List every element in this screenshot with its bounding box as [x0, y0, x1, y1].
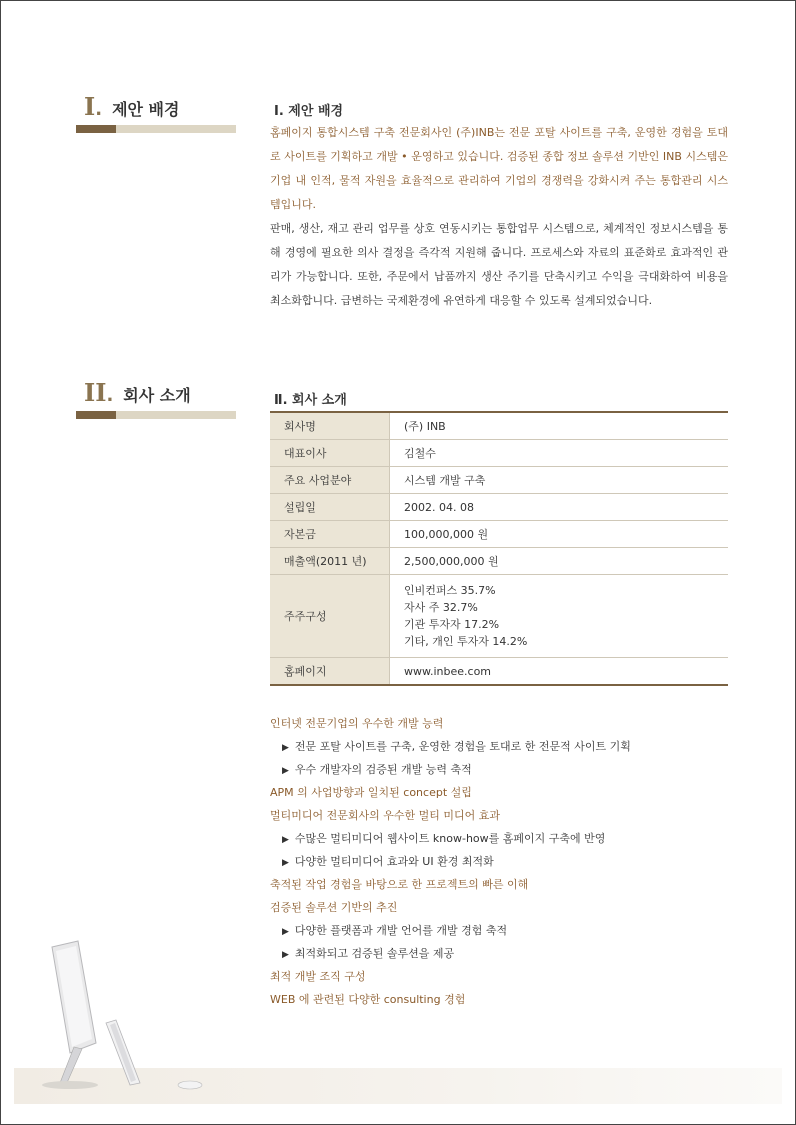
- row-label: 대표이사: [270, 440, 390, 467]
- row-label: 매출액(2011 년): [270, 548, 390, 575]
- section1-paragraph-2: 판매, 생산, 재고 관리 업무를 상호 연동시키는 통합업무 시스템으로, 체계적인 정보시스템을 통해 경영에 필요한 의사 결정을 즉각적 지원해 줍니다. 프로세스와 자료의 표준화로 효과적인 관리가 가능합니다. 또한, 주문에서 납품까지 생산 주기를 단축시키고 수익을 극대화하여 비용을 최소화합니다. 급변하는 국제환경에 유연하게 대응할 수 있도록 설계되었습니다.: [270, 222, 728, 307]
- list-subitem-text: 다양한 멀티미디어 효과와 UI 환경 최적화: [294, 855, 494, 868]
- row-value: (주) INB: [390, 412, 729, 440]
- row-value: 김철수: [390, 440, 729, 467]
- row-value: 100,000,000 원: [390, 521, 729, 548]
- triangle-right-icon: ▶: [282, 835, 289, 845]
- triangle-right-icon: ▶: [282, 927, 289, 937]
- row-value: 2,500,000,000 원: [390, 548, 729, 575]
- homepage-link[interactable]: www.inbee.com: [390, 658, 729, 686]
- section1-heading: Ⅰ. 제안 배경: [274, 104, 344, 119]
- list-subitem: [270, 942, 740, 965]
- section1-sidebar-title: [84, 92, 179, 121]
- list-subitem-text: 전문 포탈 사이트를 구축, 운영한 경험을 토대로 한 전문적 사이트 기획: [294, 740, 631, 753]
- row-label: 주주구성: [270, 575, 390, 658]
- table-row: [270, 467, 728, 494]
- list-subitem: [270, 735, 740, 758]
- list-subitem-text: 최적화되고 검증된 솔루션을 제공: [294, 947, 455, 960]
- list-subitem-text: 우수 개발자의 검증된 개발 능력 축적: [294, 763, 472, 776]
- section2-numeral: II: [84, 378, 107, 407]
- shareholder-line: 기관 투자자 17.2%: [404, 618, 500, 631]
- list-subitem-text: 수많은 멀티미디어 웹사이트 know-how를 홈페이지 구축에 반영: [294, 832, 606, 845]
- section1-title: 제안 배경: [112, 100, 180, 119]
- section1-divider: [76, 125, 236, 133]
- triangle-right-icon: ▶: [282, 743, 289, 753]
- table-row: [270, 440, 728, 467]
- triangle-right-icon: ▶: [282, 766, 289, 776]
- list-item: WEB 에 관련된 다양한 consulting 경험: [270, 993, 466, 1006]
- row-label: 회사명: [270, 412, 390, 440]
- list-item: 검증된 솔루션 기반의 추진: [270, 901, 398, 914]
- list-subitem: [270, 827, 740, 850]
- section1-numeral: I: [84, 92, 96, 121]
- table-row: [270, 658, 728, 686]
- section1-paragraph-1: 홈페이지 통합시스템 구축 전문회사인 (주)INB는 전문 포탈 사이트를 구축, 운영한 경험을 토대로 사이트를 기획하고 개발 • 운영하고 있습니다. 검증된 종합 정보 솔루션 기반인 INB 시스템은 기업 내 인적, 물적 자원을 효율적으로 관리하여 기업의 경쟁력을 강화시켜 주는 통합관리 시스템입니다.: [270, 126, 728, 211]
- table-row: [270, 548, 728, 575]
- shareholder-line: 인비컨퍼스 35.7%: [404, 584, 496, 597]
- triangle-right-icon: ▶: [282, 950, 289, 960]
- shareholder-values: [390, 575, 729, 658]
- row-label: 홈페이지: [270, 658, 390, 686]
- list-item: 축적된 작업 경험을 바탕으로 한 프로젝트의 빠른 이해: [270, 878, 529, 891]
- table-row: [270, 494, 728, 521]
- shareholder-line: 기타, 개인 투자자 14.2%: [404, 635, 528, 648]
- section2-sidebar-title: [84, 378, 191, 407]
- section1-dot: .: [95, 99, 103, 120]
- list-item: 최적 개발 조직 구성: [270, 970, 366, 983]
- section2-dot: .: [106, 385, 114, 406]
- section2-title: 회사 소개: [123, 386, 191, 405]
- row-label: 주요 사업분야: [270, 467, 390, 494]
- triangle-right-icon: ▶: [282, 858, 289, 868]
- strengths-list: [270, 712, 740, 1011]
- company-info-table: [270, 411, 728, 686]
- row-label: 자본금: [270, 521, 390, 548]
- list-item: 인터넷 전문기업의 우수한 개발 능력: [270, 717, 444, 730]
- row-label: 설립일: [270, 494, 390, 521]
- row-value: 2002. 04. 08: [390, 494, 729, 521]
- computer-illustration-icon: [30, 935, 220, 1095]
- list-subitem: [270, 850, 740, 873]
- section1-body: [270, 121, 728, 313]
- section2-heading: Ⅱ. 회사 소개: [274, 393, 347, 408]
- list-item: APM 의 사업방향과 일치된 concept 설립: [270, 786, 472, 799]
- list-item: 멀티미디어 전문회사의 우수한 멀티 미디어 효과: [270, 809, 501, 822]
- section2-divider: [76, 411, 236, 419]
- table-row: [270, 575, 728, 658]
- list-subitem: [270, 758, 740, 781]
- table-row: [270, 521, 728, 548]
- list-subitem-text: 다양한 플랫폼과 개발 언어를 개발 경험 축적: [294, 924, 508, 937]
- row-value: 시스템 개발 구축: [390, 467, 729, 494]
- shareholder-line: 자사 주 32.7%: [404, 601, 478, 614]
- table-row: [270, 412, 728, 440]
- list-subitem: [270, 919, 740, 942]
